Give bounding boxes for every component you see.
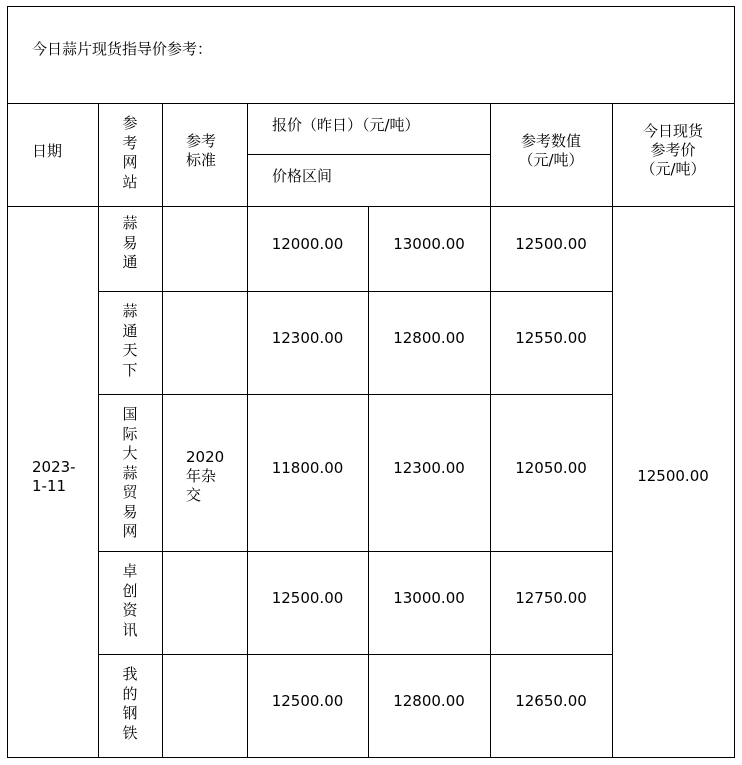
price-high: 13000.00	[393, 235, 465, 253]
reference-value: 12500.00	[515, 235, 587, 253]
reference-value: 12550.00	[515, 329, 587, 347]
site-name: 卓 创 资 讯	[122, 562, 138, 639]
site-name: 蒜 通 天 下	[122, 302, 138, 379]
price-high: 12800.00	[393, 692, 465, 710]
header-site: 参 考 网 站	[122, 114, 138, 191]
price-low: 12500.00	[271, 589, 344, 607]
reference-value: 12650.00	[515, 692, 587, 710]
price-low: 12300.00	[271, 329, 344, 347]
standard-value: 2020 年杂 交	[186, 448, 225, 504]
date-value: 2023- 1-11	[32, 458, 76, 495]
reference-value: 12750.00	[515, 589, 587, 607]
price-low: 12000.00	[271, 235, 344, 253]
site-name: 我 的 钢 铁	[122, 665, 138, 742]
site-name: 蒜 易 通	[122, 214, 138, 271]
price-low: 11800.00	[271, 459, 344, 477]
reference-value: 12050.00	[515, 459, 587, 477]
header-reference-value: 参考数值 （元/吨）	[518, 132, 584, 169]
price-high: 12800.00	[393, 329, 465, 347]
header-today-price: 今日现货 参考价 （元/吨）	[640, 122, 706, 178]
today-price-value: 12500.00	[637, 467, 709, 485]
header-date: 日期	[32, 142, 63, 160]
header-range: 价格区间	[272, 167, 333, 185]
price-high: 13000.00	[393, 589, 465, 607]
price-high: 12300.00	[393, 459, 465, 477]
site-name: 国 际 大 蒜 贸 易 网	[122, 405, 138, 540]
price-low: 12500.00	[271, 692, 344, 710]
page-title: 今日蒜片现货指导价参考：	[32, 40, 213, 58]
header-standard: 参考 标准	[186, 132, 217, 169]
header-quote: 报价（昨日）（元/吨）	[272, 116, 420, 134]
